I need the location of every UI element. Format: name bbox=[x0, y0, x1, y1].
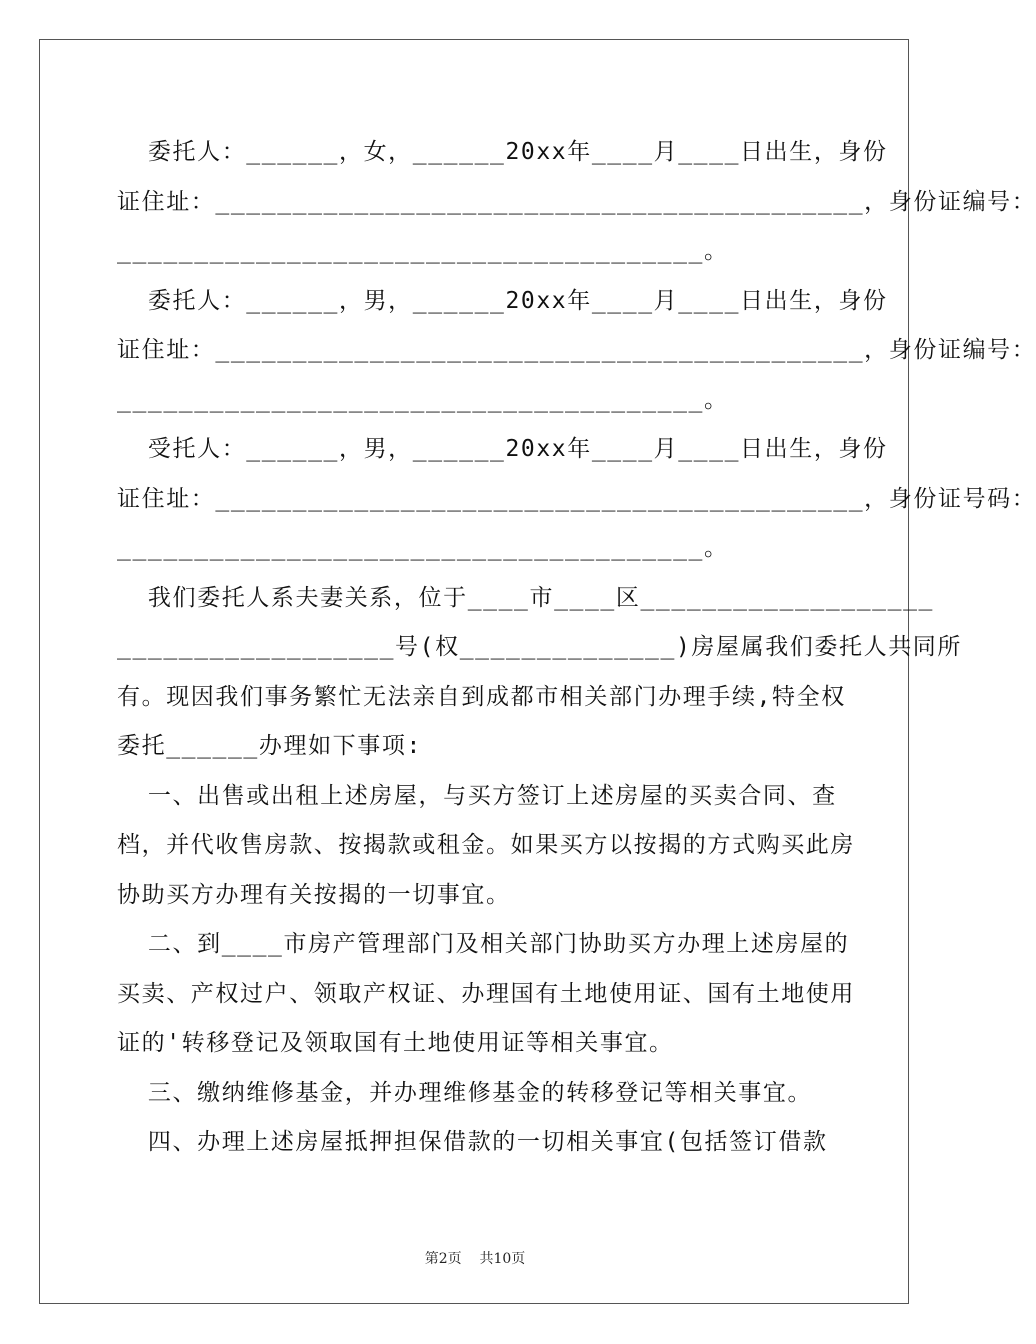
text-line: 二、到____市房产管理部门及相关部门协助买方办理上述房屋的 bbox=[117, 931, 850, 957]
page-number-footer: 第2页 共10页 bbox=[424, 1251, 526, 1267]
text-line: 档，并代收售房款、按揭款或租金。如果买方以按揭的方式购买此房 bbox=[117, 832, 855, 858]
text-line: ______________________________________。 bbox=[117, 386, 729, 413]
text-line: 三、缴纳维修基金，并办理维修基金的转移登记等相关事宜。 bbox=[117, 1079, 813, 1106]
text-line: 证住址：__________________________________________，身份证编号： bbox=[117, 188, 1036, 215]
text-line: ______________________________________。 bbox=[117, 535, 729, 561]
text-line: 证住址：__________________________________________，身份证编号： bbox=[117, 337, 1036, 363]
text-line: 买卖、产权过户、领取产权证、办理国有土地使用证、国有土地使用 bbox=[117, 980, 855, 1007]
text-line: 一、出售或出租上述房屋，与买方签订上述房屋的买卖合同、查 bbox=[117, 782, 837, 809]
text-line: 受托人：______，男，______20xx年____月____日出生，身份 bbox=[117, 436, 888, 462]
text-line: 证住址：__________________________________________，身份证号码： bbox=[117, 485, 1036, 512]
text-line: 委托______办理如下事项: bbox=[117, 733, 422, 759]
text-line: 委托人：______，女，______20xx年____月____日出生，身份 bbox=[117, 139, 888, 165]
text-line: 协助买方办理有关按揭的一切事宜。 bbox=[117, 881, 511, 908]
text-line: 四、办理上述房屋抵押担保借款的一切相关事宜(包括签订借款 bbox=[117, 1129, 828, 1155]
text-line: 有。现因我们事务繁忙无法亲自到成都市相关部门办理手续,特全权 bbox=[117, 683, 846, 710]
text-line: ______________________________________。 bbox=[117, 238, 729, 264]
text-line: 我们委托人系夫妻关系，位于____市____区___________________ bbox=[117, 584, 934, 611]
text-line: 委托人：______，男，______20xx年____月____日出生，身份 bbox=[117, 287, 888, 314]
document-body bbox=[117, 128, 1036, 1168]
text-line: 证的'转移登记及领取国有土地使用证等相关事宜。 bbox=[117, 1030, 674, 1056]
text-line: __________________号(权______________)房屋属我们委托人共同所 bbox=[117, 634, 963, 660]
